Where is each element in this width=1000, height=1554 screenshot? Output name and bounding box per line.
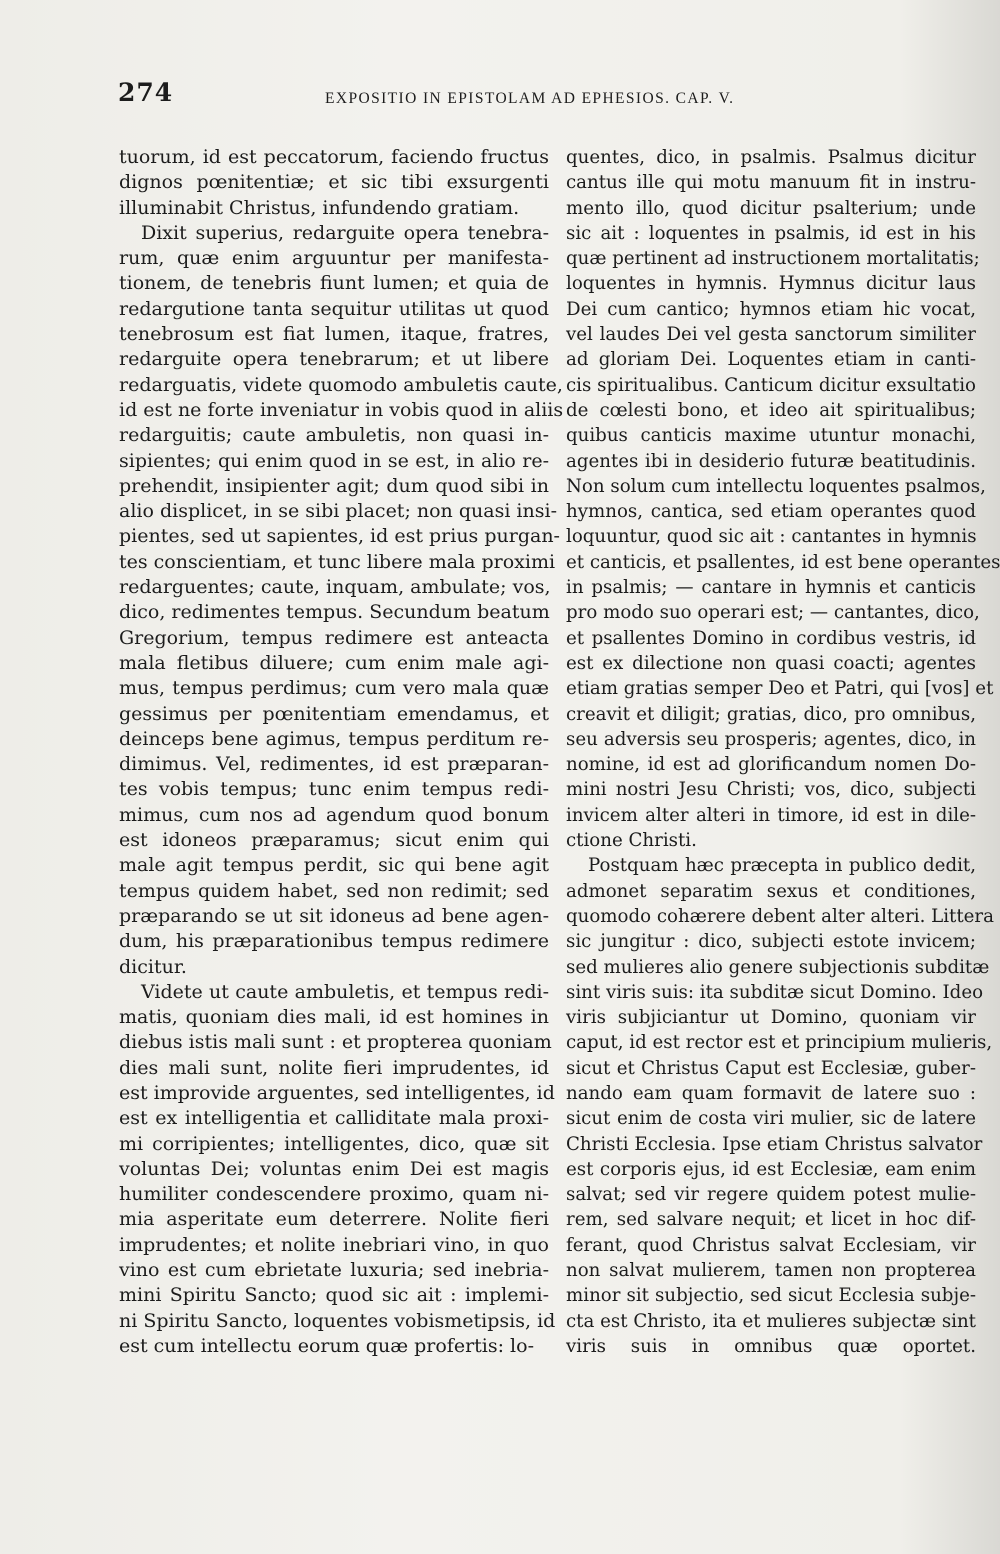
text-line: mi corripientes; intelligentes, dico, quæ sit [119,1132,549,1155]
text-line: Christi Ecclesia. Ipse etiam Christus salvator [566,1133,983,1155]
text-line: pientes, sed ut sapientes, id est prius purgan- [119,525,560,548]
text-line: caput, id est rector est et principium mulieris, [566,1032,993,1054]
text-line: mini Spiritu Sancto; quod sic ait : implemi- [119,1284,549,1307]
text-line: nomine, id est ad glorificandum nomen Do- [566,754,976,776]
text-line: admonet separatim sexus et conditiones, [566,880,976,902]
text-line: ctione Christi. [566,830,697,852]
text-line: tempus quidem habet, sed non redimit; sed [119,879,549,902]
text-line: alio displicet, in se sibi placet; non quasi insi- [119,500,557,523]
text-line: dimimus. Vel, redimentes, id est præparan- [119,753,549,776]
text-line: salvat; sed vir regere quidem potest mulie- [566,1184,976,1206]
text-line: redargutione tanta sequitur utilitas ut quod [119,297,549,320]
text-line: ad gloriam Dei. Loquentes etiam in canti- [566,349,976,371]
text-line: dignos pœnitentiæ; et sic tibi exsurgenti [119,171,549,194]
text-line: tenebrosum est fiat lumen, itaque, fratres, [119,323,549,346]
text-line: sipientes; qui enim quod in se est, in alio re- [119,449,549,472]
text-line: de cœlesti bono, et ideo ait spiritualibus; [566,399,976,421]
text-line: vino est cum ebrietate luxuria; sed inebria- [119,1259,549,1282]
text-line: ferant, quod Christus salvat Ecclesiam, vir [566,1234,976,1256]
text-line: minor sit subjectio, sed sicut Ecclesia subje- [566,1285,976,1307]
text-line: est cum intellectu eorum quæ profertis: lo- [119,1334,534,1357]
text-line: præparando se ut sit idoneus ad bene agen- [119,904,549,927]
right-column [566,145,1000,1359]
text-line: rum, quæ enim arguuntur per manifesta- [119,247,549,270]
text-line: invicem alter alteri in timore, id est in dile- [566,804,976,826]
text-line: cta est Christo, ita et mulieres subjectæ sint [566,1310,976,1332]
text-line: imprudentes; et nolite inebriari vino, in quo [119,1233,549,1256]
text-line: quæ pertinent ad instructionem mortalitatis; [566,248,980,270]
left-column [119,145,564,1359]
text-line: mia asperitate eum deterrere. Nolite fieri [119,1208,549,1231]
text-line: redarguatis, videte quomodo ambuletis caute, [119,373,563,396]
text-line: Videte ut caute ambuletis, et tempus redi- [141,980,549,1003]
text-line: prehendit, insipienter agit; dum quod sibi in [119,474,549,497]
text-line: est ex intelligentia et calliditate mala proxi- [119,1107,549,1130]
text-line: sic ait : loquentes in psalmis, id est in his [566,222,976,244]
text-line: agentes ibi in desiderio futuræ beatitudinis. [566,450,976,472]
text-line: est improvide arguentes, sed intelligentes, id [119,1081,555,1104]
text-line: mala fletibus diluere; cum enim male agi- [119,651,549,674]
text-line: Dixit superius, redarguite opera tenebra- [141,221,549,244]
text-line: sicut enim de costa viri mulier, sic de latere [566,1108,976,1130]
text-line: id est ne forte inveniatur in vobis quod in aliis [119,398,564,421]
text-line: tes vobis tempus; tunc enim tempus redi- [119,778,549,801]
text-line: quentes, dico, in psalmis. Psalmus dicitur [566,147,976,168]
text-line: sic jungitur : dico, subjecti estote invicem; [566,931,976,953]
text-line: loquentes in hymnis. Hymnus dicitur laus [566,273,976,295]
text-line: ni Spiritu Sancto, loquentes vobismetipsis, id [119,1309,556,1332]
text-line: redarguite opera tenebrarum; et ut libere [119,348,549,371]
text-line: seu adversis seu prosperis; agentes, dico, in [566,728,976,750]
text-line: sint viris suis: ita subditæ sicut Domino. Ideo [566,981,984,1003]
text-line: mento illo, quod dicitur psalterium; unde [566,197,976,219]
text-line: dicitur. [119,955,187,978]
text-line: non salvat mulierem, tamen non propterea [566,1260,976,1282]
text-line: cantus ille qui motu manuum fit in instru- [566,172,976,194]
text-line: creavit et diligit; gratias, dico, pro omnibus, [566,703,976,725]
text-line: sicut et Christus Caput est Ecclesiæ, guber- [566,1057,976,1079]
text-line: hymnos, cantica, sed etiam operantes quod [566,501,976,523]
text-line: pro modo suo operari est; — cantantes, dico, [566,602,980,624]
text-line: dies mali sunt, nolite fieri imprudentes, id [119,1056,549,1079]
text-line: tuorum, id est peccatorum, faciendo fructus [119,146,549,168]
text-line: deinceps bene agimus, tempus perditum re- [119,727,549,750]
text-line: et psallentes Domino in cordibus vestris, id [566,627,976,649]
running-title: EXPOSITIO IN EPISTOLAM AD EPHESIOS. CAP. V. [325,90,735,107]
text-line: mimus, cum nos ad agendum quod bonum [119,803,549,826]
text-line: mus, tempus perdimus; cum vero mala quæ [119,677,549,700]
text-line: cis spiritualibus. Canticum dicitur exsultatio [566,374,976,396]
text-line: mini nostri Jesu Christi; vos, dico, subjecti [566,779,976,801]
text-line: dum, his præparationibus tempus redimere [119,930,549,953]
text-line: vel laudes Dei vel gesta sanctorum similiter [566,324,976,346]
text-line: quibus canticis maxime utuntur monachi, [566,425,976,447]
text-line: viris subjiciantur ut Domino, quoniam vir [566,1007,976,1029]
text-line: matis, quoniam dies mali, id est homines in [119,1006,549,1029]
text-line: Gregorium, tempus redimere est anteacta [119,626,549,649]
page-number: 274 [118,78,174,107]
text-line: loquuntur, quod sic ait : cantantes in hymnis [566,526,977,548]
text-line: redarguentes; caute, inquam, ambulate; vos, [119,576,551,599]
text-line: Postquam hæc præcepta in publico dedit, [588,855,976,877]
text-line: illuminabit Christus, infundendo gratiam. [119,196,520,219]
text-line: diebus istis mali sunt : et propterea quoniam [119,1031,552,1054]
text-line: sed mulieres alio genere subjectionis subditæ [566,956,990,978]
text-line: et canticis, et psallentes, id est bene operantes [566,551,1000,573]
text-line: voluntas Dei; voluntas enim Dei est magis [119,1157,549,1180]
text-line: in psalmis; — cantare in hymnis et canticis [566,577,976,599]
text-line: est ex dilectione non quasi coacti; agentes [566,652,976,674]
text-line: viris suis in omnibus quæ oportet. [566,1335,976,1357]
running-head [118,78,948,110]
text-line: male agit tempus perdit, sic qui bene agit [119,854,549,877]
text-line: Non solum cum intellectu loquentes psalmos, [566,475,986,497]
text-line: humiliter condescendere proximo, quam ni- [119,1183,549,1206]
text-line: tionem, de tenebris fiunt lumen; et quia de [119,272,549,295]
text-line: redarguitis; caute ambuletis, non quasi in- [119,424,549,447]
text-line: Dei cum cantico; hymnos etiam hic vocat, [566,298,976,320]
text-line: est corporis ejus, id est Ecclesiæ, eam enim [566,1158,976,1180]
text-line: dico, redimentes tempus. Secundum beatum [119,601,550,624]
text-line: quomodo cohærere debent alter alteri. Littera [566,905,994,927]
text-line: rem, sed salvare nequit; et licet in hoc dif- [566,1209,976,1231]
text-line: nando eam quam formavit de latere suo : [566,1082,976,1104]
text-line: gessimus per pœnitentiam emendamus, et [119,702,549,725]
text-line: etiam gratias semper Deo et Patri, qui [vos] et [566,678,994,700]
text-line: est idoneos præparamus; sicut enim qui [119,829,549,852]
text-line: tes conscientiam, et tunc libere mala proximi [119,550,556,573]
